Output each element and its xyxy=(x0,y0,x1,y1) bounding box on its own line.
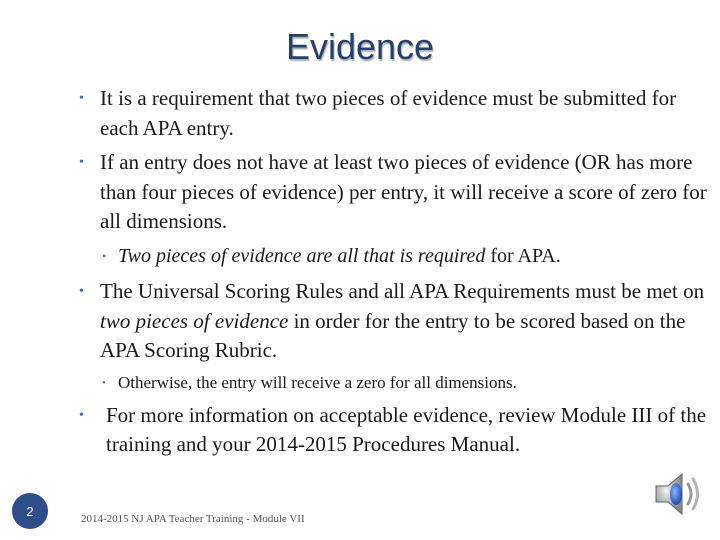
slide-title: Evidence xyxy=(285,26,435,67)
sub-bullet-otherwise: • Otherwise, the entry will receive a zero for all dimensions. xyxy=(102,371,712,395)
sub-bullet-rest: for APA. xyxy=(485,244,561,267)
speaker-icon[interactable] xyxy=(650,468,702,520)
emphasis-text: two pieces of evidence xyxy=(100,308,289,333)
bullet-text-part2: in order for the entry to be scored based on the APA Scoring Rubric. xyxy=(100,308,686,362)
page-number-badge: 2 xyxy=(12,493,48,529)
emphasis-text: Two pieces of evidence are all that is required xyxy=(118,244,486,267)
sub-bullet-two-pieces xyxy=(102,242,712,272)
bullet-more-info: • For more information on acceptable evidence, review Module III of the training and your 2014-2015 Procedures Manual. xyxy=(78,401,712,460)
bullet-minimum-evidence: • If an entry does not have at least two pieces of evidence (OR has more than four pieces of evidence) per entry, it will receive a score of zero for all dimensions. xyxy=(78,148,712,237)
bullet-requirement: • It is a requirement that two pieces of evidence must be submitted for each APA entry. xyxy=(78,84,712,143)
bullet-scoring-rules xyxy=(78,277,712,366)
bullet-text-part1: The Universal Scoring Rules and all APA Requirements must be met on xyxy=(100,279,705,303)
slide-content xyxy=(78,84,712,465)
slide-footer: 2014-2015 NJ APA Teacher Training - Module VII xyxy=(81,513,305,525)
